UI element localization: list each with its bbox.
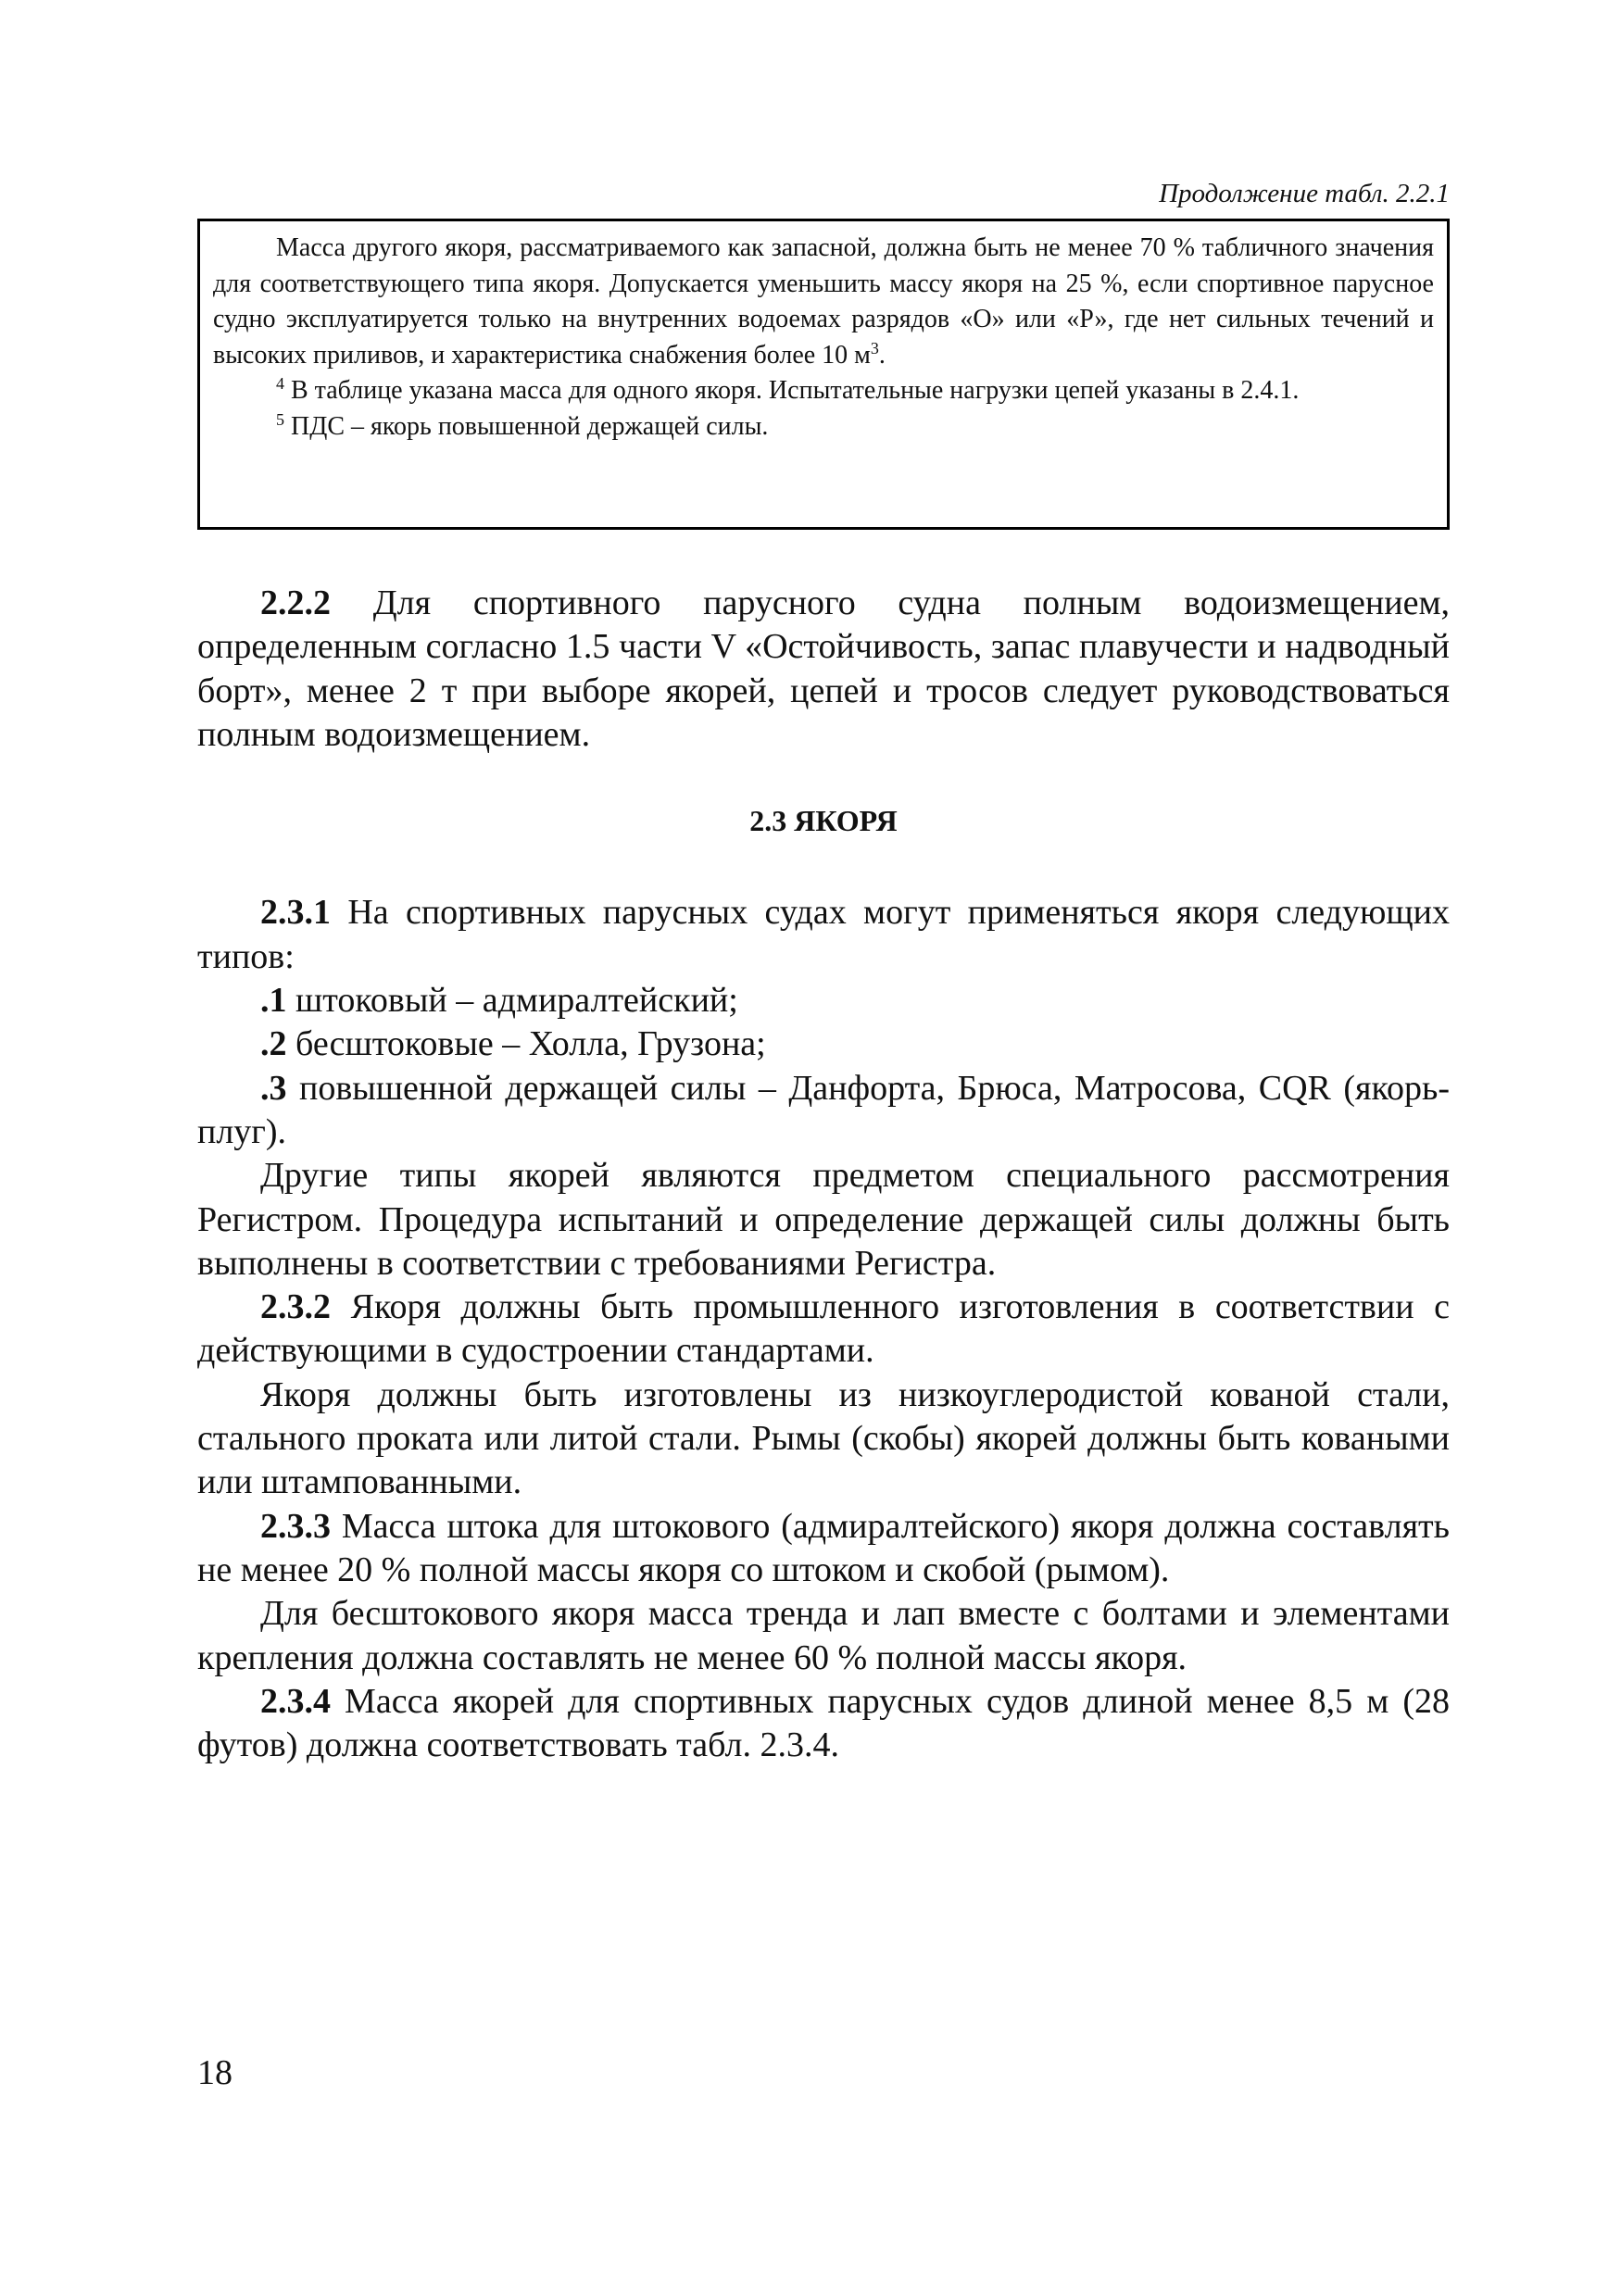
- list-item-2: .2 бесштоковые – Холла, Грузона;: [260, 1024, 766, 1064]
- paragraph-2-3-1: 2.3.1 На спортивных парусных судах могут применяться якоря следующих типов:: [197, 893, 1450, 976]
- paragraph-2-2-2: 2.2.2 Для спортивного парусного судна полным водоизмещением, определенным согласно 1.5 части V «Остойчивость, запас плавучести и надводный борт», менее 2 т при выборе якорей, цепей и тросов следует руководствоваться полным водоизмещением.: [197, 583, 1450, 754]
- table-continuation-caption: Продолжение табл. 2.2.1: [1159, 179, 1450, 208]
- footnote-4: $^4$ В таблице указана масса для одного якоря. Испытательные нагрузки цепей указаны в 2.4.1.: [276, 374, 1300, 405]
- footnote-5: $^5$ ПДС – якорь повышенной держащей силы.: [276, 409, 769, 441]
- table-notes-box: [197, 219, 1450, 530]
- paragraph-2-3-3: 2.3.3 Масса штока для штокового (адмиралтейского) якоря должна составлять не менее 20 % полной массы якоря со штоком и скобой (рымом).: [197, 1506, 1450, 1589]
- section-heading: 2.3 ЯКОРЯ: [749, 804, 898, 838]
- document-body: [197, 582, 1450, 1767]
- list-item-1: .1 штоковый – адмиралтейский;: [260, 981, 738, 1021]
- list-item-3: .3 повышенной держащей силы – Данфорта, Брюса, Матросова, CQR (якорь-плуг).: [197, 1068, 1450, 1151]
- paragraph-2-3-2: 2.3.2 Якоря должны быть промышленного изготовления в соответствии с действующими в судостроении стандартами.: [197, 1287, 1450, 1371]
- paragraph-2-3-4: 2.3.4 Масса якорей для спортивных парусных судов длиной менее 8,5 м (28 футов) должна соответствовать табл. 2.3.4.: [197, 1681, 1450, 1765]
- page-number: 18: [197, 2053, 232, 2092]
- note-reserve-anchor: Масса другого якоря, рассматриваемого как запасной, должна быть не менее 70 % табличного значения для соответствующего типа якоря. Допускается уменьшить массу якоря на 25 %, если спортивное парусное судно эксплуатируется только на внутренних водоемах разрядов «О» или «Р», где нет сильных течений и высоких приливов, и характеристика снабжения более 10 $м^3$.: [213, 233, 1434, 370]
- paragraph-stockless: Для бесштокового якоря масса тренда и лап вместе с болтами и элементами крепления должна составлять не менее 60 % полной массы якоря.: [197, 1594, 1450, 1677]
- paragraph-other-types: Другие типы якорей являются предметом специального рассмотрения Регистром. Процедура испытаний и определение держащей силы должны быть выполнены в соответствии с требованиями Регистра.: [197, 1156, 1450, 1283]
- paragraph-material: Якоря должны быть изготовлены из низкоуглеродистой кованой стали, стального проката или литой стали. Рымы (скобы) якорей должны быть коваными или штампованными.: [197, 1374, 1450, 1502]
